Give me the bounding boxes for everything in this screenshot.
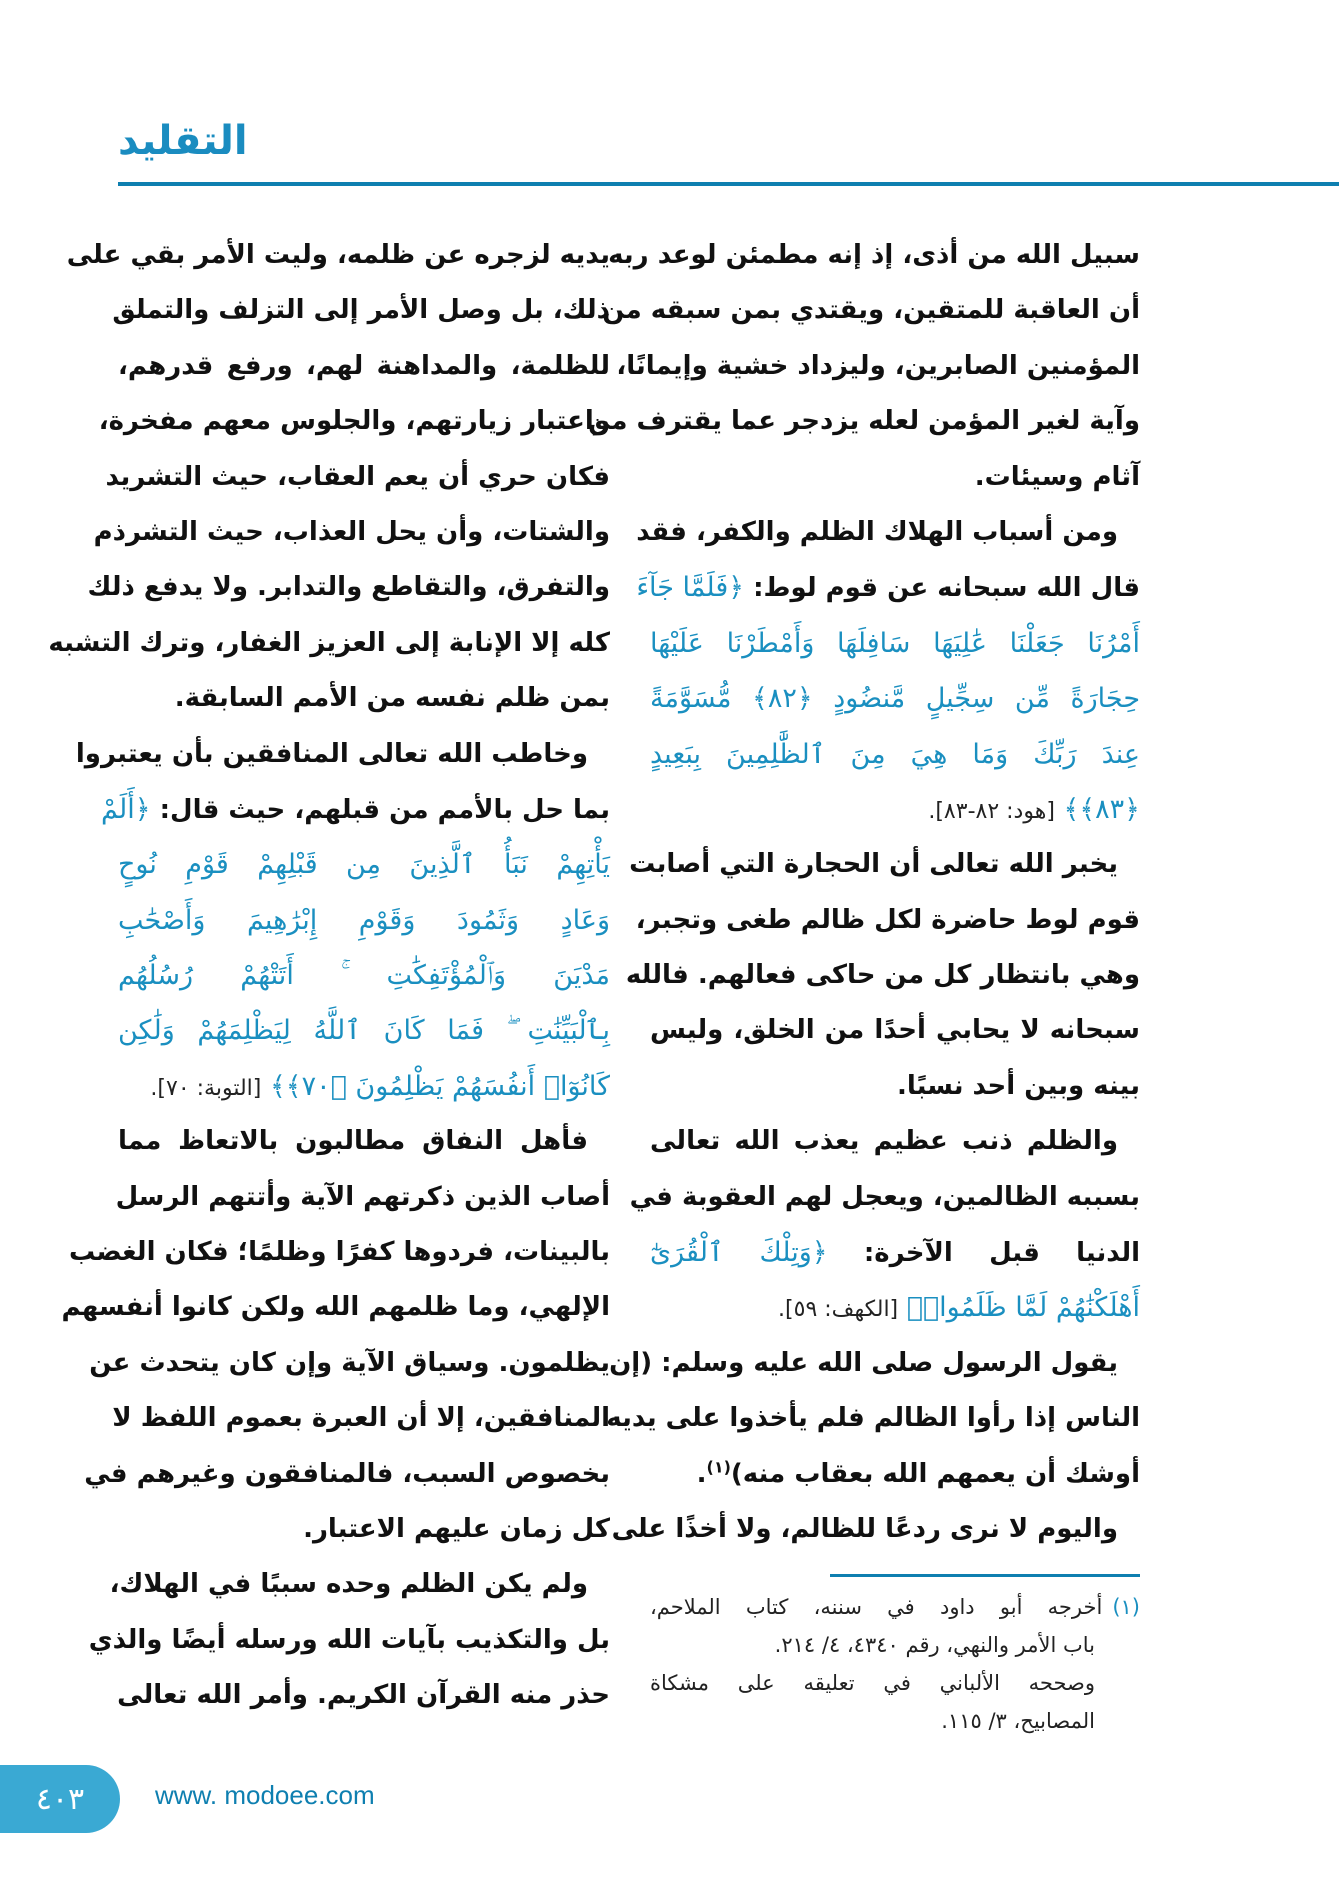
footnote-line bbox=[650, 1626, 1140, 1664]
text-line bbox=[118, 893, 610, 948]
text-line bbox=[112, 283, 610, 338]
text-line bbox=[75, 727, 610, 782]
body-text: سبيل الله من أذى، إذ إنه مطمئن لوعد ربه bbox=[608, 240, 1140, 270]
body-text: فأهل النفاق مطالبون بالاتعاظ مما bbox=[118, 1126, 588, 1157]
body-text: والظلم ذنب عظيم يعذب الله تعالى bbox=[650, 1126, 1118, 1157]
quran-verse: أَهْلَكْنَٰهُمْ لَمَّا ظَلَمُوا۟﴾ bbox=[898, 1292, 1140, 1324]
footnote-marker: (١) bbox=[706, 1456, 731, 1476]
text-line bbox=[625, 948, 1140, 1003]
body-text: واليوم لا نرى ردعًا للظالم، ولا أخذًا على bbox=[611, 1513, 1118, 1544]
body-text: والشتات، وأن يحل العذاب، حيث التشرذم bbox=[93, 516, 610, 547]
body-text: فكان حري أن يعم العقاب، حيث التشريد bbox=[105, 461, 610, 492]
text-line bbox=[608, 228, 1140, 283]
hadith-text: (إن bbox=[609, 1347, 653, 1378]
body-text: بل والتكذيب بآيات الله ورسله أيضًا والذي bbox=[88, 1624, 610, 1655]
text-line bbox=[115, 1170, 610, 1225]
text-line bbox=[84, 1447, 610, 1502]
text-line bbox=[87, 560, 610, 615]
quran-verse: ﴿أَلَمْ bbox=[101, 793, 151, 825]
left-column bbox=[48, 228, 610, 1724]
footnote-text: وصححه الألباني في تعليقه على مشكاة bbox=[650, 1671, 1095, 1695]
text-line bbox=[105, 450, 610, 505]
text-line bbox=[48, 616, 610, 671]
verse-reference: [الكهف: ٥٩]. bbox=[778, 1297, 899, 1323]
text-line bbox=[635, 893, 1140, 948]
text-line bbox=[587, 394, 1140, 449]
text-line bbox=[636, 560, 1140, 615]
text-line bbox=[650, 1280, 1140, 1335]
body-text: سبحانه لا يحابي أحدًا من الخلق، وليس bbox=[650, 1015, 1140, 1046]
verse-reference: [التوبة: ٧٠]. bbox=[150, 1075, 262, 1101]
body-text: ومن أسباب الهلاك الظلم والكفر، فقد bbox=[636, 516, 1118, 547]
text-line bbox=[118, 1114, 610, 1169]
footnote-divider bbox=[830, 1574, 1140, 1577]
text-line bbox=[650, 1225, 1140, 1280]
footnote-text: المصابيح، ٣/ ١١٥. bbox=[941, 1709, 1095, 1733]
quran-verse: كَانُوٓا۟ أَنفُسَهُمْ يَظْلِمُونَ ﴿٧٠﴾﴾ bbox=[261, 1070, 610, 1102]
quran-verse: يَأْتِهِمْ نَبَأُ ٱلَّذِينَ مِن قَبْلِهِمْ قَوْمِ نُوحٍ bbox=[118, 849, 610, 881]
text-line bbox=[602, 283, 1140, 338]
body-text: واعتبار زيارتهم، والجلوس معهم مفخرة، bbox=[98, 406, 610, 437]
body-text: المنافقين، إلا أن العبرة بعموم اللفظ لا bbox=[112, 1403, 610, 1434]
text-line bbox=[650, 1114, 1140, 1169]
text-line bbox=[61, 1280, 610, 1335]
page-number-badge bbox=[0, 1765, 120, 1833]
quran-verse: ﴿٨٣﴾﴾ bbox=[1054, 793, 1140, 825]
body-text: قوم لوط حاضرة لكل ظالم طغى وتجبر، bbox=[635, 904, 1140, 935]
page-number: ٤٠٣ bbox=[35, 1781, 85, 1817]
text-line bbox=[650, 1059, 1140, 1114]
text-line bbox=[68, 1225, 610, 1280]
body-text: بمن ظلم نفسه من الأمم السابقة. bbox=[174, 683, 610, 714]
body-text: يقول الرسول صلى الله عليه وسلم: bbox=[652, 1347, 1118, 1378]
body-text: كله إلا الإنابة إلى العزيز الغفار، وترك التشبه bbox=[48, 627, 610, 658]
body-text: أصاب الذين ذكرتهم الآية وأتتهم الرسل bbox=[115, 1181, 610, 1212]
verse-reference: [هود: ٨٢-٨٣]. bbox=[928, 798, 1055, 824]
quran-verse: أَمْرُنَا جَعَلْنَا عَٰلِيَهَا سَافِلَهَا وَأَمْطَرْنَا عَلَيْهَا bbox=[650, 627, 1140, 659]
text-line bbox=[609, 1336, 1140, 1391]
quran-verse: عِندَ رَبِّكَ وَمَا هِيَ مِنَ ٱلظَّٰلِمِينَ بِبَعِيدٍ bbox=[650, 738, 1140, 770]
text-line bbox=[98, 394, 610, 449]
body-text: بالبينات، فردوها كفرًا وظلمًا؛ فكان الغضب bbox=[68, 1237, 610, 1268]
text-line bbox=[118, 837, 610, 892]
text-line bbox=[66, 228, 610, 283]
text-line bbox=[89, 1336, 610, 1391]
text-line bbox=[629, 837, 1140, 892]
header-divider bbox=[118, 182, 1339, 186]
text-line bbox=[650, 450, 1140, 505]
hadith-text: الناس إذا رأوا الظالم فلم يأخذوا على يديه bbox=[606, 1403, 1140, 1434]
text-line bbox=[109, 1557, 610, 1612]
body-text: . bbox=[696, 1458, 707, 1489]
body-text: آثام وسيئات. bbox=[974, 461, 1140, 492]
body-text: يديه لزجره عن ظلمه، وليت الأمر بقي على bbox=[66, 240, 610, 270]
text-line bbox=[650, 616, 1140, 671]
chapter-title: التقليد bbox=[118, 118, 248, 164]
footnote-line bbox=[650, 1702, 1140, 1740]
text-line bbox=[118, 1059, 610, 1114]
hadith-text: أوشك أن يعمهم الله بعقاب منه) bbox=[730, 1458, 1140, 1489]
text-line bbox=[93, 505, 610, 560]
footnote-line bbox=[650, 1664, 1140, 1702]
body-text: الإلهي، وما ظلمهم الله ولكن كانوا أنفسهم bbox=[61, 1292, 610, 1323]
text-line bbox=[650, 727, 1140, 782]
body-text: حذر منه القرآن الكريم. وأمر الله تعالى bbox=[117, 1680, 610, 1711]
body-text: بسببه الظالمين، ويعجل لهم العقوبة في bbox=[629, 1181, 1140, 1212]
body-text: وآية لغير المؤمن لعله يزدجر عما يقترف من bbox=[587, 406, 1140, 437]
quran-verse: ﴿وَتِلْكَ ٱلْقُرَىٰٓ bbox=[650, 1237, 828, 1269]
footnote-text: أخرجه أبو داود في سننه، كتاب الملاحم، bbox=[650, 1595, 1103, 1619]
body-text: بينه وبين أحد نسبًا. bbox=[897, 1070, 1140, 1101]
body-text: قال الله سبحانه عن قوم لوط: bbox=[744, 573, 1140, 604]
body-text: بما حل بالأمم من قبلهم، حيث قال: bbox=[150, 794, 610, 825]
body-text: يظلمون. وسياق الآية وإن كان يتحدث عن bbox=[89, 1347, 610, 1378]
body-text: للظلمة، والمداهنة لهم، ورفع قدرهم، bbox=[118, 350, 610, 381]
text-line bbox=[118, 671, 610, 726]
body-text: كل زمان عليهم الاعتبار. bbox=[303, 1513, 610, 1544]
text-line bbox=[112, 1391, 610, 1446]
quran-verse: ﴿فَلَمَّا جَآءَ bbox=[636, 572, 745, 604]
footnote-text: باب الأمر والنهي، رقم ٤٣٤٠، ٤/ ٢١٤. bbox=[774, 1633, 1095, 1657]
footnote bbox=[650, 1588, 1140, 1740]
footnote-number: (١) bbox=[1112, 1595, 1140, 1619]
text-line bbox=[650, 1003, 1140, 1058]
body-text: أن العاقبة للمتقين، ويقتدي بمن سبقه من bbox=[602, 295, 1140, 326]
body-text: وخاطب الله تعالى المنافقين بأن يعتبروا bbox=[75, 738, 588, 769]
text-line bbox=[616, 339, 1140, 394]
text-line bbox=[606, 1391, 1140, 1446]
quran-verse: حِجَارَةً مِّن سِجِّيلٍ مَّنضُودٍ ﴿٨٢﴾ مُّسَوَّمَةً bbox=[650, 683, 1141, 715]
body-text: المؤمنين الصابرين، وليزداد خشية وإيمانًا، bbox=[616, 350, 1140, 381]
text-line bbox=[650, 1447, 1140, 1502]
body-text: والتفرق، والتقاطع والتدابر. ولا يدفع ذلك bbox=[87, 572, 610, 603]
text-line bbox=[118, 1502, 610, 1557]
text-line bbox=[636, 505, 1140, 560]
quran-verse: بِٱلْبَيِّنَٰتِ ۖ فَمَا كَانَ ٱللَّهُ لِيَظْلِمَهُمْ وَلَٰكِن bbox=[118, 1015, 610, 1047]
body-text: ذلك، بل وصل الأمر إلى التزلف والتملق bbox=[112, 295, 610, 326]
quran-verse: مَدْيَنَ وَٱلْمُؤْتَفِكَٰتِ ۚ أَتَتْهُمْ رُسُلُهُم bbox=[118, 960, 610, 992]
text-line bbox=[650, 671, 1140, 726]
text-line bbox=[101, 782, 610, 837]
website-url: www. modoee.com bbox=[155, 1780, 375, 1810]
text-line bbox=[118, 339, 610, 394]
text-line bbox=[611, 1502, 1140, 1557]
text-line bbox=[629, 1170, 1140, 1225]
quran-verse: وَعَادٍ وَثَمُودَ وَقَوْمِ إِبْرَٰهِيمَ وَأَصْحَٰبِ bbox=[118, 904, 610, 936]
text-line bbox=[118, 948, 610, 1003]
right-column bbox=[587, 228, 1141, 1557]
body-text: الدنيا قبل الآخرة: bbox=[827, 1238, 1141, 1269]
text-line bbox=[118, 1668, 610, 1723]
footnote-line bbox=[650, 1588, 1140, 1626]
body-text: وهي بانتظار كل من حاكى فعالهم. فالله bbox=[625, 960, 1140, 991]
text-line bbox=[88, 1613, 610, 1668]
text-line bbox=[118, 1003, 610, 1058]
text-line bbox=[650, 782, 1140, 837]
body-text: يخبر الله تعالى أن الحجارة التي أصابت bbox=[629, 849, 1118, 880]
body-text: بخصوص السبب، فالمنافقون وغيرهم في bbox=[84, 1458, 610, 1489]
body-text: ولم يكن الظلم وحده سببًا في الهلاك، bbox=[109, 1569, 588, 1600]
